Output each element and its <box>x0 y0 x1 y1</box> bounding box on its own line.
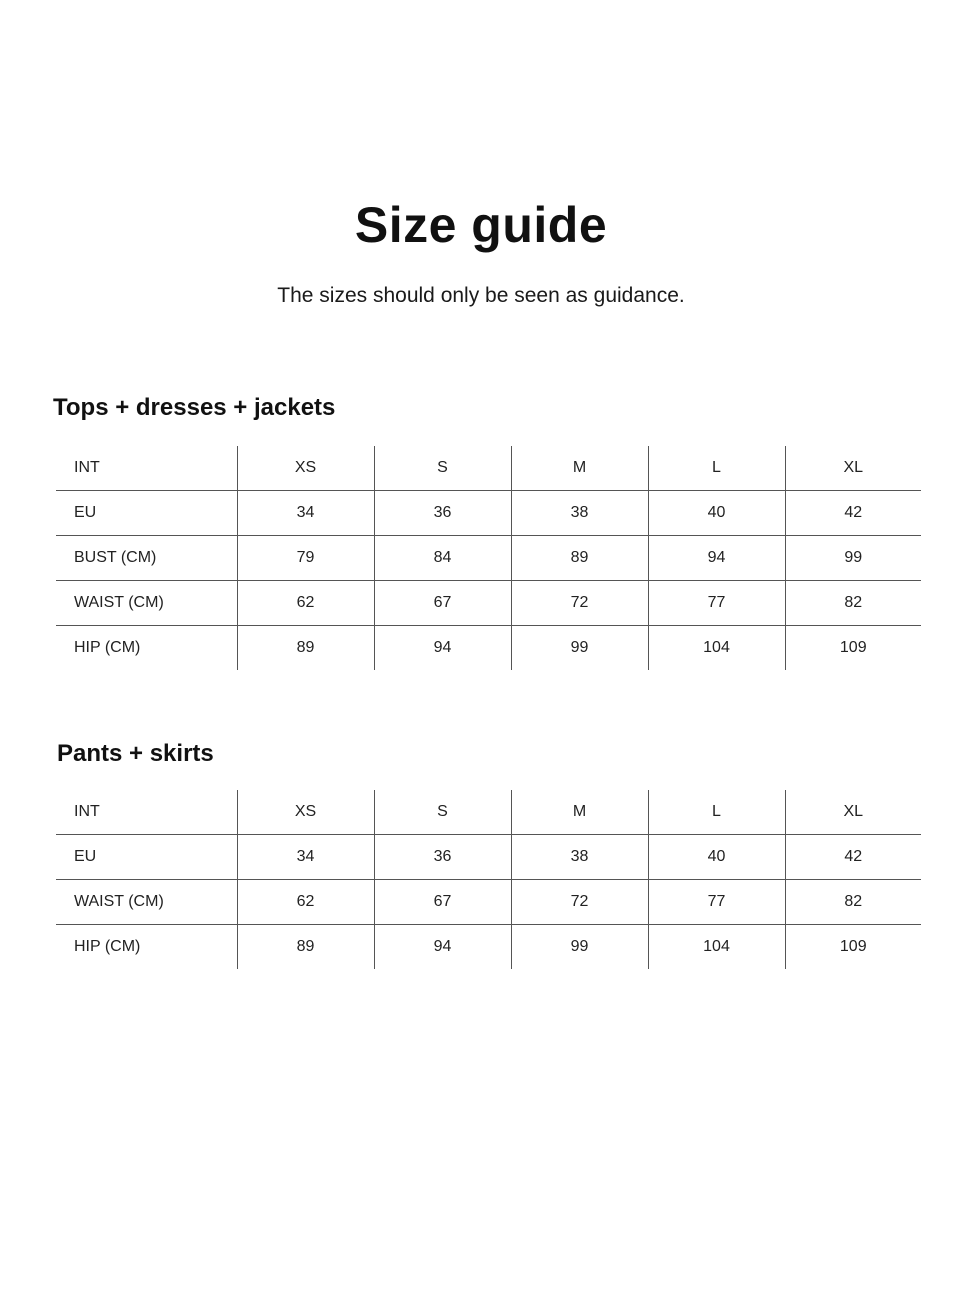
table-cell: 72 <box>511 880 648 925</box>
table-cell: 42 <box>785 491 921 536</box>
table-cell: 89 <box>237 925 374 970</box>
table-row <box>56 581 921 626</box>
table-cell: XS <box>237 446 374 491</box>
table-row <box>56 835 921 880</box>
table-row <box>56 880 921 925</box>
table-cell: M <box>511 790 648 835</box>
size-table-tops <box>56 446 921 670</box>
row-label: EU <box>56 491 237 536</box>
table-cell: 82 <box>785 581 921 626</box>
row-label: BUST (CM) <box>56 536 237 581</box>
row-label: EU <box>56 835 237 880</box>
row-label: WAIST (CM) <box>56 581 237 626</box>
table-cell: 67 <box>374 581 511 626</box>
size-table-pants <box>56 790 921 969</box>
page-title: Size guide <box>354 197 608 253</box>
table-row <box>56 925 921 970</box>
table-cell: 94 <box>374 626 511 671</box>
table-cell: 77 <box>648 880 785 925</box>
table-cell: 89 <box>237 626 374 671</box>
table-cell: 34 <box>237 835 374 880</box>
row-label: INT <box>56 446 237 491</box>
row-label: HIP (CM) <box>74 938 141 955</box>
table-cell: 94 <box>648 536 785 581</box>
table-cell: XL <box>785 446 921 491</box>
table-row <box>56 536 921 581</box>
table-cell: S <box>374 790 511 835</box>
table-cell: 72 <box>511 581 648 626</box>
table-cell: 67 <box>374 880 511 925</box>
table-cell: 40 <box>648 491 785 536</box>
table-row <box>56 446 921 491</box>
table-cell: 77 <box>648 581 785 626</box>
table-cell: 36 <box>374 491 511 536</box>
section-heading-pants: Pants + skirts <box>57 740 214 767</box>
table-cell: XS <box>237 790 374 835</box>
table-row <box>56 626 921 671</box>
table-row <box>56 790 921 835</box>
table-cell: 38 <box>511 491 648 536</box>
table-cell: 42 <box>785 835 921 880</box>
section-heading-tops: Tops + dresses + jackets <box>53 394 336 421</box>
table-cell: 40 <box>648 835 785 880</box>
table-cell: 104 <box>648 925 785 970</box>
table-cell: L <box>648 446 785 491</box>
table-cell: 38 <box>511 835 648 880</box>
page-subtitle: The sizes should only be seen as guidance. <box>277 284 685 307</box>
table-cell: 99 <box>511 925 648 970</box>
row-label: HIP (CM) <box>74 639 141 656</box>
table-cell: 84 <box>374 536 511 581</box>
table-cell: 104 <box>648 626 785 671</box>
table-cell: 89 <box>511 536 648 581</box>
table-cell: 34 <box>237 491 374 536</box>
table-cell: S <box>374 446 511 491</box>
table-cell: 94 <box>374 925 511 970</box>
table-cell: L <box>648 790 785 835</box>
table-cell: 82 <box>785 880 921 925</box>
table-cell: 36 <box>374 835 511 880</box>
table-cell: 62 <box>237 581 374 626</box>
table-cell: 109 <box>785 626 921 671</box>
row-label: INT <box>56 790 237 835</box>
table-cell: M <box>511 446 648 491</box>
table-cell: 99 <box>785 536 921 581</box>
table-cell: XL <box>785 790 921 835</box>
table-cell: 79 <box>237 536 374 581</box>
table-cell: 62 <box>237 880 374 925</box>
table-cell: 99 <box>511 626 648 671</box>
table-cell: 109 <box>785 925 921 970</box>
table-row <box>56 491 921 536</box>
row-label: WAIST (CM) <box>56 880 237 925</box>
